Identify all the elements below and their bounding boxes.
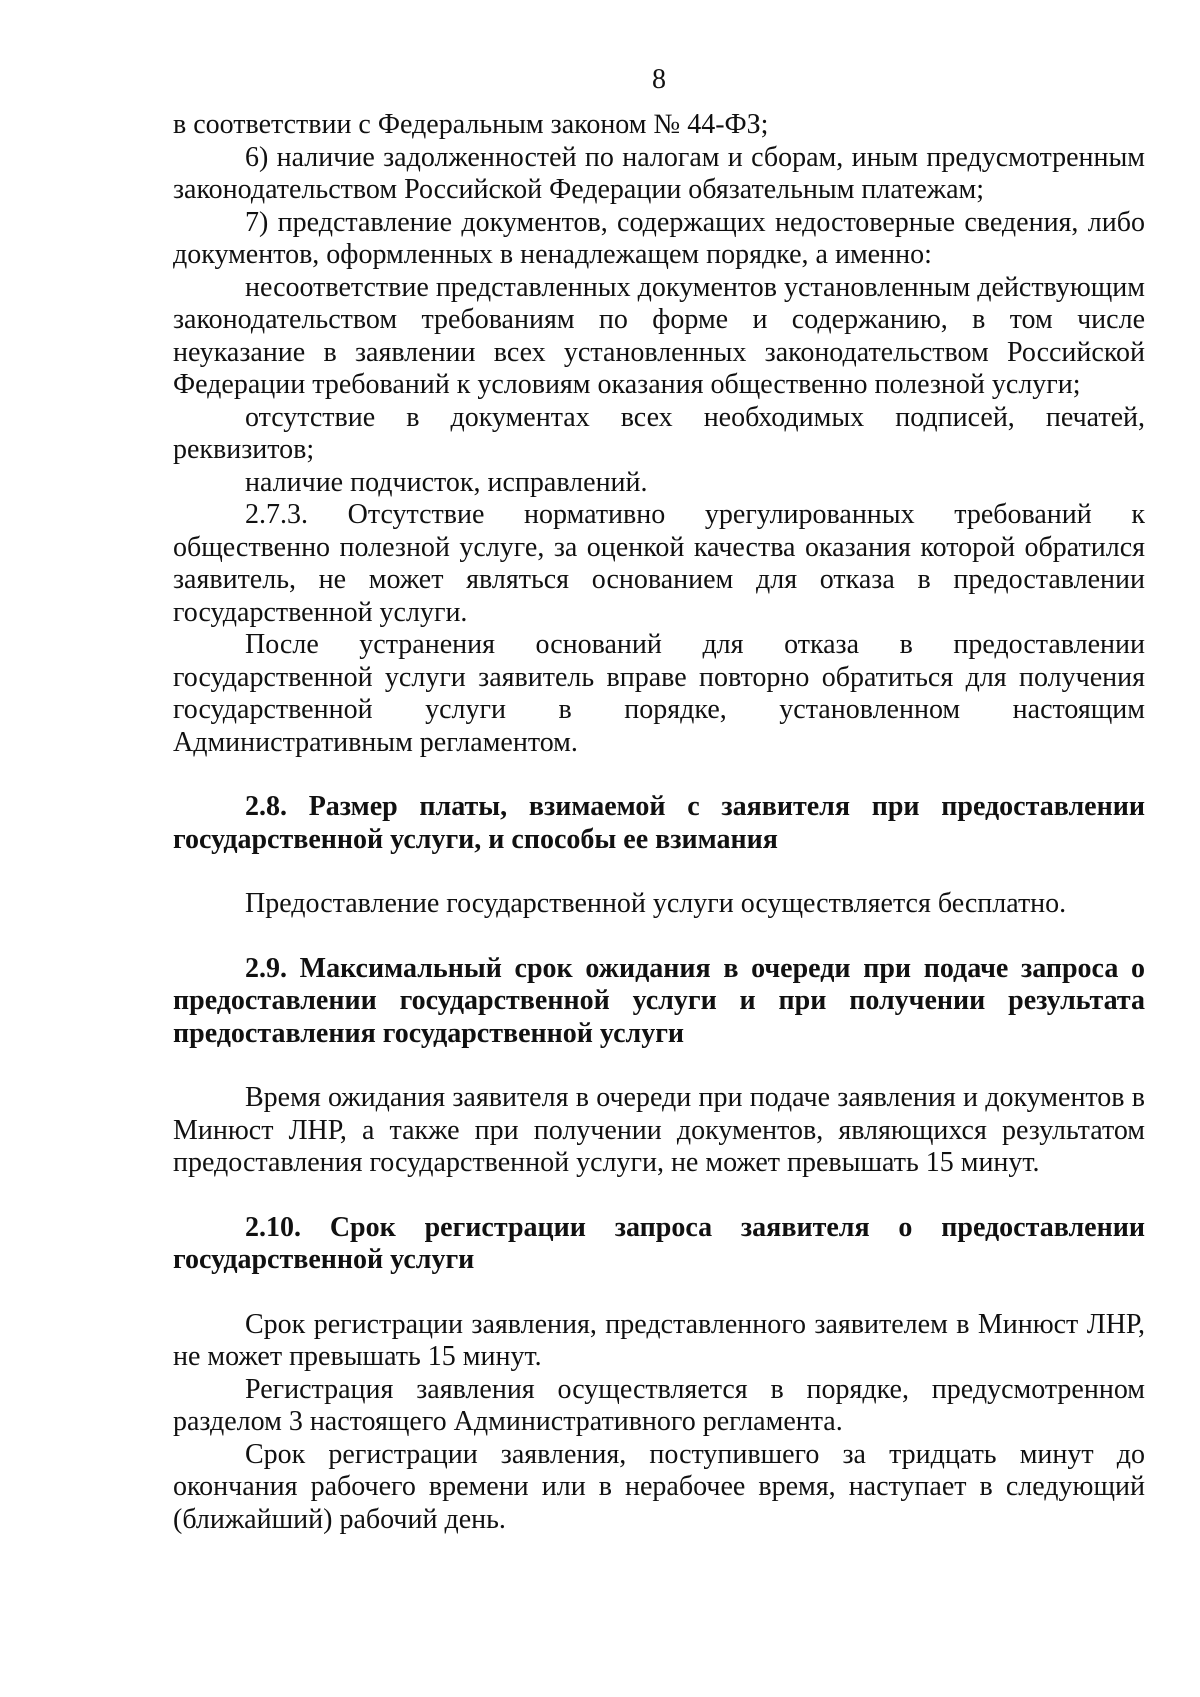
paragraph-corrections: наличие подчисток, исправлений. (245, 466, 648, 498)
paragraph-nonconformity: несоответствие представленных документов установленным действующим законодательством требованиям по форме и содержанию, в том числе неуказание в заявлении всех установленных законодательством Российской Федерации требований к условиям оказания общественно полезной услуги; (173, 271, 1145, 400)
paragraph-item-6: 6) наличие задолженностей по налогам и сборам, иным предусмотренным законодательством Российской Федерации обязательным платежам; (173, 141, 1145, 205)
section-heading-2-10: 2.10. Срок регистрации запроса заявителя о предоставлении государственной услуги (173, 1211, 1145, 1275)
section-heading-2-8: 2.8. Размер платы, взимаемой с заявителя при предоставлении государственной услуги, и способы ее взимания (173, 791, 1145, 855)
section-text-2-10-a: Срок регистрации заявления, представленного заявителем в Минюст ЛНР, не может превышать 15 минут. (173, 1308, 1145, 1372)
section-heading-2-9: 2.9. Максимальный срок ожидания в очереди при подаче запроса о предоставлении государственной услуги и при получении результата предоставления государственной услуги (173, 952, 1145, 1049)
paragraph-after-elimination: После устранения оснований для отказа в предоставлении государственной услуги заявитель вправе повторно обратиться для получения государственной услуги в порядке, установленном настоящим Административным регламентом. (173, 629, 1145, 758)
page-number: 8 (652, 64, 666, 95)
paragraph-item-7: 7) представление документов, содержащих недостоверные сведения, либо документов, оформленных в ненадлежащем порядке, а именно: (173, 206, 1145, 270)
paragraph-missing-signatures: отсутствие в документах всех необходимых подписей, печатей, реквизитов; (173, 401, 1145, 465)
section-text-2-10-c: Срок регистрации заявления, поступившего за тридцать минут до окончания рабочего времени или в нерабочее время, наступает в следующий (ближайший) рабочий день. (173, 1438, 1145, 1535)
paragraph-continuation: в соответствии с Федеральным законом № 44-ФЗ; (173, 109, 769, 140)
document-page (173, 64, 1145, 1536)
paragraph-2-7-3: 2.7.3. Отсутствие нормативно урегулированных требований к общественно полезной услуге, за оценкой качества оказания которой обратился заявитель, не может являться основанием для отказа в предоставлении государственной услуги. (173, 499, 1145, 628)
section-text-2-8: Предоставление государственной услуги осуществляется бесплатно. (245, 888, 1067, 919)
section-text-2-10-b: Регистрация заявления осуществляется в порядке, предусмотренном разделом 3 настоящего Административного регламента. (173, 1373, 1145, 1437)
section-text-2-9: Время ожидания заявителя в очереди при подаче заявления и документов в Минюст ЛНР, а также при получении документов, являющихся результатом предоставления государственной услуги, не может превышать 15 минут. (173, 1082, 1145, 1178)
